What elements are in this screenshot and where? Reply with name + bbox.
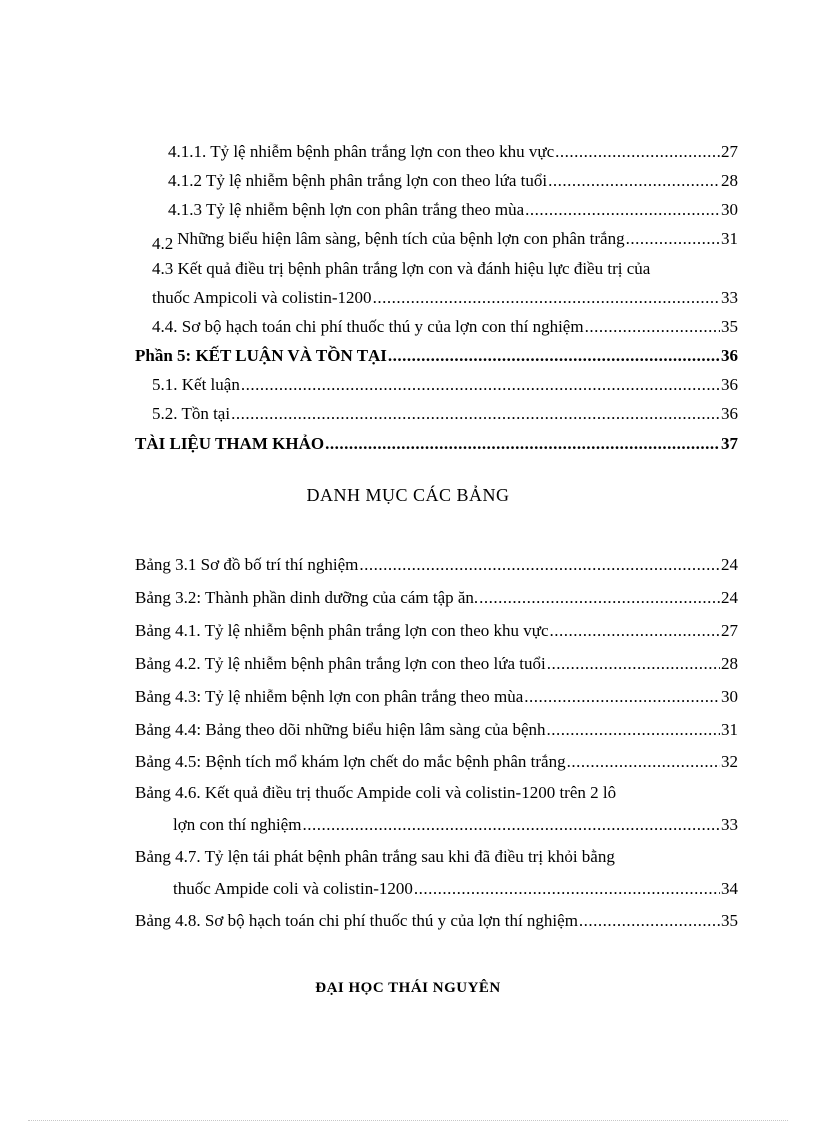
toc-entry-label: Phần 5: KẾT LUẬN VÀ TỒN TẠI — [135, 346, 387, 365]
table-entry-label: Bảng 3.1 Sơ đồ bố trí thí nghiệm — [135, 555, 359, 574]
leader-dots — [550, 620, 720, 642]
leader-dots — [626, 228, 720, 250]
table-entry-label: Bảng 4.2. Tỷ lệ nhiễm bệnh phân trắng lợn con theo lứa tuổi — [135, 654, 546, 673]
leader-dots — [414, 878, 720, 900]
table-entry-page: 34 — [721, 879, 738, 898]
table-entry-4-7-line1[interactable]: Bảng 4.7. Tỷ lện tái phát bệnh phân trắng sau khi đã điều trị khỏi bằng — [135, 847, 615, 866]
table-entry-3-1[interactable] — [135, 554, 738, 576]
leader-dots — [302, 814, 720, 836]
toc-entry-references[interactable] — [135, 433, 738, 455]
toc-entry-label: 4.1.3 Tỷ lệ nhiễm bệnh lợn con phân trắng theo mùa — [168, 200, 525, 219]
leader-dots — [547, 719, 720, 741]
table-entry-4-4[interactable] — [135, 719, 738, 741]
toc-entry-page: 28 — [721, 171, 738, 190]
table-entry-label-continued: lợn con thí nghiệm — [173, 815, 302, 834]
leader-dots — [579, 910, 720, 932]
toc-entry-part-5[interactable] — [135, 345, 738, 367]
table-entry-4-2[interactable] — [135, 653, 738, 675]
toc-entry-4-1-1[interactable] — [168, 141, 738, 163]
toc-entry-label: 4.1.1. Tỷ lệ nhiễm bệnh phân trắng lợn con theo khu vực — [168, 142, 555, 161]
toc-entry-page: 37 — [721, 434, 738, 453]
table-entry-label: Bảng 4.5: Bệnh tích mổ khám lợn chết do mắc bệnh phân trắng — [135, 752, 566, 771]
table-entry-4-3[interactable] — [135, 686, 738, 708]
toc-entry-4-1-2[interactable] — [168, 170, 738, 192]
toc-entry-page: 30 — [721, 200, 738, 219]
toc-entry-page: 35 — [721, 317, 738, 336]
toc-entry-5-2[interactable] — [152, 403, 738, 425]
page-bottom-divider — [28, 1120, 788, 1121]
leader-dots — [359, 554, 720, 576]
leader-dots — [479, 587, 720, 609]
leader-dots — [547, 653, 720, 675]
table-entry-page: 33 — [721, 815, 738, 834]
toc-entry-4-1-3[interactable] — [168, 199, 738, 221]
leader-dots — [585, 316, 720, 338]
table-entry-page: 35 — [721, 911, 738, 930]
toc-entry-label: TÀI LIỆU THAM KHẢO — [135, 434, 325, 453]
table-entry-4-8[interactable] — [135, 910, 738, 932]
list-of-tables-heading: DANH MỤC CÁC BẢNG — [306, 485, 510, 505]
leader-dots — [241, 374, 720, 396]
toc-entry-4-3[interactable] — [152, 287, 738, 309]
leader-dots — [555, 141, 720, 163]
toc-entry-number: 4.2 — [152, 234, 174, 253]
table-entry-page: 24 — [721, 555, 738, 574]
toc-entry-page: 36 — [721, 404, 738, 423]
toc-entry-label: 5.2. Tồn tại — [152, 404, 231, 423]
table-entry-page: 31 — [721, 720, 738, 739]
toc-entry-page: 36 — [721, 346, 738, 365]
leader-dots — [524, 686, 720, 708]
table-entry-page: 27 — [721, 621, 738, 640]
toc-entry-page: 36 — [721, 375, 738, 394]
table-entry-label: Bảng 4.3: Tỷ lệ nhiễm bệnh lợn con phân trắng theo mùa — [135, 687, 524, 706]
toc-entry-5-1[interactable] — [152, 374, 738, 396]
table-entry-4-6-line1[interactable]: Bảng 4.6. Kết quả điều trị thuốc Ampide coli và colistin-1200 trên 2 lô — [135, 783, 617, 802]
leader-dots — [567, 751, 720, 773]
toc-entry-4-3-line1[interactable]: 4.3 Kết quả điều trị bệnh phân trắng lợn con và đánh hiệu lực điều trị của — [152, 259, 651, 278]
table-entry-page: 32 — [721, 752, 738, 771]
toc-entry-4-2[interactable] — [152, 228, 738, 253]
toc-entry-page: 31 — [721, 229, 738, 248]
leader-dots — [388, 345, 720, 367]
leader-dots — [325, 433, 720, 455]
table-entry-page: 24 — [721, 588, 738, 607]
toc-entry-label: 4.1.2 Tỷ lệ nhiễm bệnh phân trắng lợn con theo lứa tuổi — [168, 171, 548, 190]
institution-footer: ĐẠI HỌC THÁI NGUYÊN — [315, 980, 501, 996]
table-entry-label-continued: thuốc Ampide coli và colistin-1200 — [173, 879, 413, 898]
table-entry-label: Bảng 4.1. Tỷ lệ nhiễm bệnh phân trắng lợn con theo khu vực — [135, 621, 549, 640]
table-entry-4-1[interactable] — [135, 620, 738, 642]
toc-entry-page: 33 — [721, 288, 738, 307]
toc-entry-label: 4.4. Sơ bộ hạch toán chi phí thuốc thú y của lợn con thí nghiệm — [152, 317, 584, 336]
leader-dots — [231, 403, 720, 425]
toc-entry-label: 5.1. Kết luận — [152, 375, 240, 394]
table-entry-3-2[interactable] — [135, 587, 738, 609]
table-entry-label: Bảng 3.2: Thành phần dinh dưỡng của cám tập ăn. — [135, 588, 479, 607]
table-entry-4-6[interactable] — [173, 814, 738, 836]
table-entry-label: Bảng 4.4: Bảng theo dõi những biểu hiện lâm sàng của bệnh — [135, 720, 546, 739]
table-entry-page: 30 — [721, 687, 738, 706]
toc-entry-4-4[interactable] — [152, 316, 738, 338]
leader-dots — [548, 170, 720, 192]
table-entry-page: 28 — [721, 654, 738, 673]
leader-dots — [373, 287, 720, 309]
toc-entry-page: 27 — [721, 142, 738, 161]
table-entry-label: Bảng 4.8. Sơ bộ hạch toán chi phí thuốc thú y của lợn thí nghiệm — [135, 911, 578, 930]
table-entry-4-5[interactable] — [135, 751, 738, 773]
table-entry-4-7[interactable] — [173, 878, 738, 900]
toc-entry-label: Những biểu hiện lâm sàng, bệnh tích của bệnh lợn con phân trắng — [177, 229, 625, 248]
toc-entry-label-continued: thuốc Ampicoli và colistin-1200 — [152, 288, 372, 307]
leader-dots — [525, 199, 720, 221]
